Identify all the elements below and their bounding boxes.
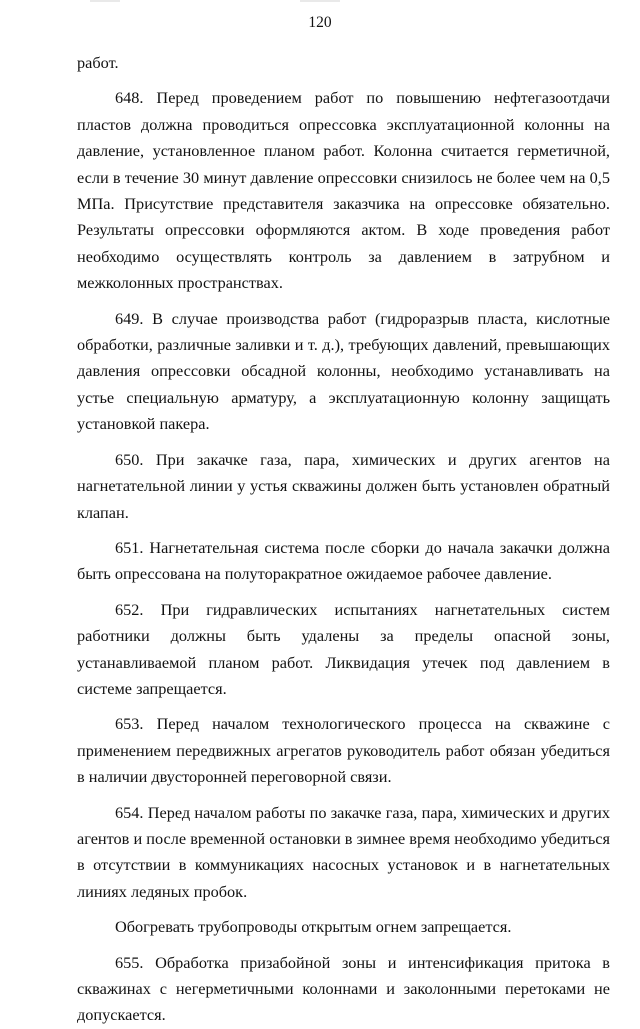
paragraph-652: 652. При гидравлических испытаниях нагнетательных систем работники должны быть удалены за пределы опасной зоны, устанавливаемой планом работ. Ликвидация утечек под давлением в системе запрещается. <box>77 599 610 698</box>
paragraph-651: 651. Нагнетательная система после сборки до начала закачки должна быть опрессована на полуторакратное ожидаемое рабочее давление. <box>77 537 610 584</box>
paragraph-650: 650. При закачке газа, пара, химических и других агентов на нагнетательной линии у устья скважины должен быть установлен обратный клапан. <box>77 449 610 522</box>
paragraph-655: 655. Обработка призабойной зоны и интенсификация притока в скважинах с негерметичными колоннами и заколонными перетоками не допускается. <box>77 952 610 1025</box>
paragraph-654-note: Обогревать трубопроводы открытым огнем запрещается. <box>115 917 512 937</box>
scan-artifact <box>300 0 340 2</box>
page-number: 120 <box>308 14 332 31</box>
paragraph-648: 648. Перед проведением работ по повышению нефтегазоотдачи пластов должна проводиться опрессовка эксплуатационной колонны на давление, установленное планом работ. Колонна считается герметичной, если в течение 30 минут давление опрессовки снизилось не более чем на 0,5 МПа. Присутствие представителя заказчика на опрессовке обязательно. Результаты опрессовки оформляются актом. В ходе проведения работ необходимо осуществлять контроль за давлением в затрубном и межколонных пространствах. <box>77 88 610 293</box>
paragraph-continuation: работ. <box>77 53 119 72</box>
paragraph-649: 649. В случае производства работ (гидроразрыв пласта, кислотные обработки, различные заливки и т. д.), требующих давлений, превышающих давления опрессовки обсадной колонны, необходимо устанавливать на устье специальную арматуру, а эксплуатационную колонну защищать установкой пакера. <box>77 308 610 434</box>
paragraph-653: 653. Перед началом технологического процесса на скважине с применением передвижных агрегатов руководитель работ обязан убедиться в наличии двусторонней переговорной связи. <box>77 714 610 787</box>
document-body <box>77 50 610 1029</box>
scan-artifact <box>90 0 120 2</box>
paragraph-654: 654. Перед началом работы по закачке газа, пара, химических и других агентов и после временной остановки в зимнее время необходимо убедиться в отсутствии в коммуникациях насосных установок и в нагнетательных линиях ледяных пробок. <box>77 802 610 901</box>
